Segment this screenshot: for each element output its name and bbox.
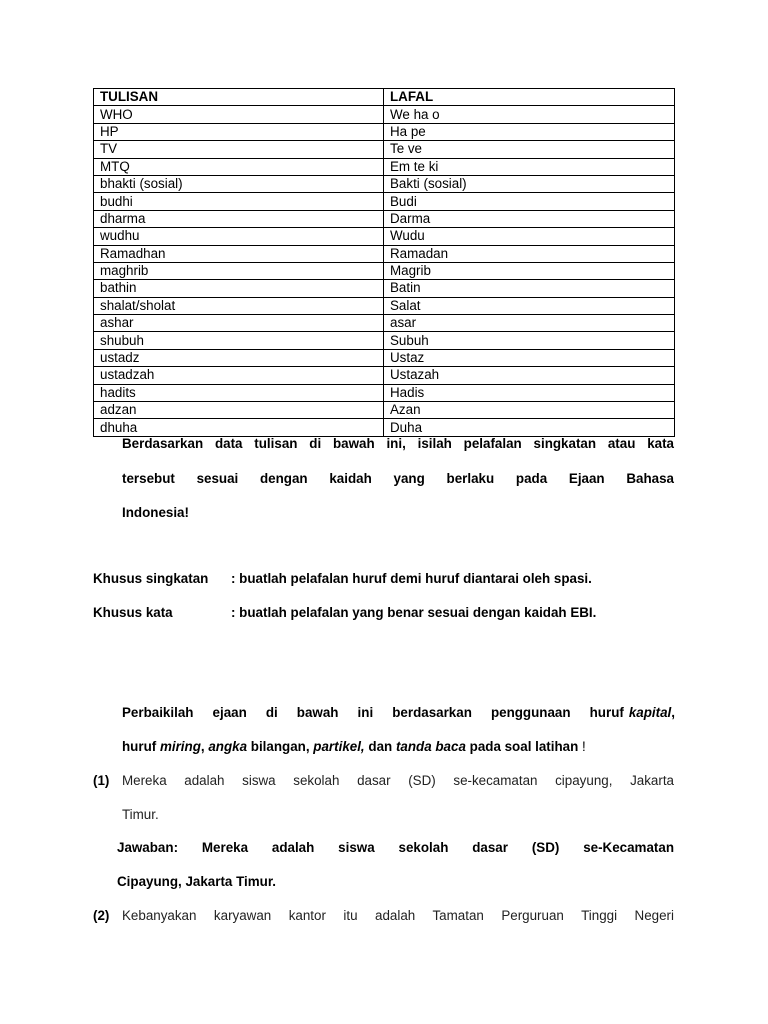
tulisan-cell: ustadz [94,349,384,366]
exercise2-number: (2) [93,908,110,923]
lafal-cell: Ustazah [384,367,675,384]
header-lafal: LAFAL [384,89,675,106]
rule-kata-label: Khusus kata [93,605,173,620]
table-row [94,419,675,436]
tulisan-cell: wudhu [94,228,384,245]
instruction2-pada-soal: pada soal latihan [469,739,579,754]
tulisan-cell: TV [94,141,384,158]
instruction2-comma1: , [200,739,205,754]
instruction2-dan: dan [368,739,393,754]
tulisan-cell: dharma [94,210,384,227]
exercise1-number: (1) [93,773,110,788]
instruction1-line1-text: Berdasarkan data tulisan di bawah ini, isilah pelafalan singkatan atau kata [122,436,674,451]
spelling-table [93,88,675,437]
table-row [94,332,675,349]
table-row [94,315,675,332]
tulisan-cell: hadits [94,384,384,401]
tulisan-cell: bathin [94,280,384,297]
instruction1-line1 [122,436,674,451]
table-row [94,106,675,123]
instruction2-line2 [122,739,586,754]
instruction2-p1-end: , [671,705,675,720]
instruction2-line1 [122,705,675,720]
tulisan-cell: adzan [94,402,384,419]
instruction2-p1: Perbaikilah ejaan di bawah ini berdasarkan penggunaan huruf [122,705,624,720]
tulisan-cell: HP [94,123,384,140]
lafal-cell: Ustaz [384,349,675,366]
lafal-cell: Batin [384,280,675,297]
tulisan-cell: MTQ [94,158,384,175]
instruction2-kapital: kapital [628,705,672,720]
tulisan-cell: bhakti (sosial) [94,175,384,192]
lafal-cell: Magrib [384,262,675,279]
lafal-cell: Darma [384,210,675,227]
table-row [94,193,675,210]
instruction1-line2: tersebut sesuai dengan kaidah yang berlaku pada Ejaan Bahasa [122,471,674,486]
lafal-cell: Hadis [384,384,675,401]
table-row [94,158,675,175]
tulisan-cell: ustadzah [94,367,384,384]
lafal-cell: Budi [384,193,675,210]
instruction1-line3: Indonesia! [122,505,189,520]
tulisan-cell: shubuh [94,332,384,349]
table-row [94,175,675,192]
tulisan-cell: budhi [94,193,384,210]
lafal-cell: Ha pe [384,123,675,140]
lafal-cell: asar [384,315,675,332]
tulisan-cell: ashar [94,315,384,332]
lafal-cell: We ha o [384,106,675,123]
exercise1-answer-line1: Jawaban: Mereka adalah siswa sekolah dasar (SD) se-Kecamatan [117,840,674,855]
table-row [94,245,675,262]
exercise1-line2: Timur. [122,807,159,822]
table-row [94,123,675,140]
lafal-cell: Salat [384,297,675,314]
table-row [94,228,675,245]
table-row [94,280,675,297]
table-header-row [94,89,675,106]
instruction2-bilangan: bilangan, [250,739,310,754]
table-row [94,349,675,366]
lafal-cell: Azan [384,402,675,419]
table-row [94,262,675,279]
lafal-cell: Ramadan [384,245,675,262]
instruction2-miring: miring [159,739,201,754]
instruction2-huruf: huruf [122,739,157,754]
table-row [94,141,675,158]
instruction2-partikel: partikel, [313,739,365,754]
exercise1-answer-line2: Cipayung, Jakarta Timur. [117,874,277,889]
instruction2-tanda-baca: tanda baca [395,739,466,754]
rule-kata-text: : buatlah pelafalan yang benar sesuai dengan kaidah EBI. [231,605,597,620]
table-row [94,367,675,384]
lafal-cell: Te ve [384,141,675,158]
table-row [94,297,675,314]
instruction2-exclamation: ! [582,739,586,754]
header-tulisan: TULISAN [94,89,384,106]
lafal-cell: Em te ki [384,158,675,175]
tulisan-cell: Ramadhan [94,245,384,262]
lafal-cell: Bakti (sosial) [384,175,675,192]
rule-singkatan-label: Khusus singkatan [93,571,209,586]
tulisan-cell: dhuha [94,419,384,436]
exercise2-line1: Kebanyakan karyawan kantor itu adalah Tamatan Perguruan Tinggi Negeri [122,908,674,923]
rule-singkatan-text: : buatlah pelafalan huruf demi huruf diantarai oleh spasi. [231,571,592,586]
lafal-cell: Wudu [384,228,675,245]
tulisan-cell: maghrib [94,262,384,279]
exercise1-line1: Mereka adalah siswa sekolah dasar (SD) se-kecamatan cipayung, Jakarta [122,773,674,788]
table-row [94,402,675,419]
table-body [94,106,675,436]
instruction2-angka: angka [208,739,248,754]
tulisan-cell: WHO [94,106,384,123]
lafal-cell: Subuh [384,332,675,349]
table-row [94,210,675,227]
table-row [94,384,675,401]
lafal-cell: Duha [384,419,675,436]
tulisan-cell: shalat/sholat [94,297,384,314]
